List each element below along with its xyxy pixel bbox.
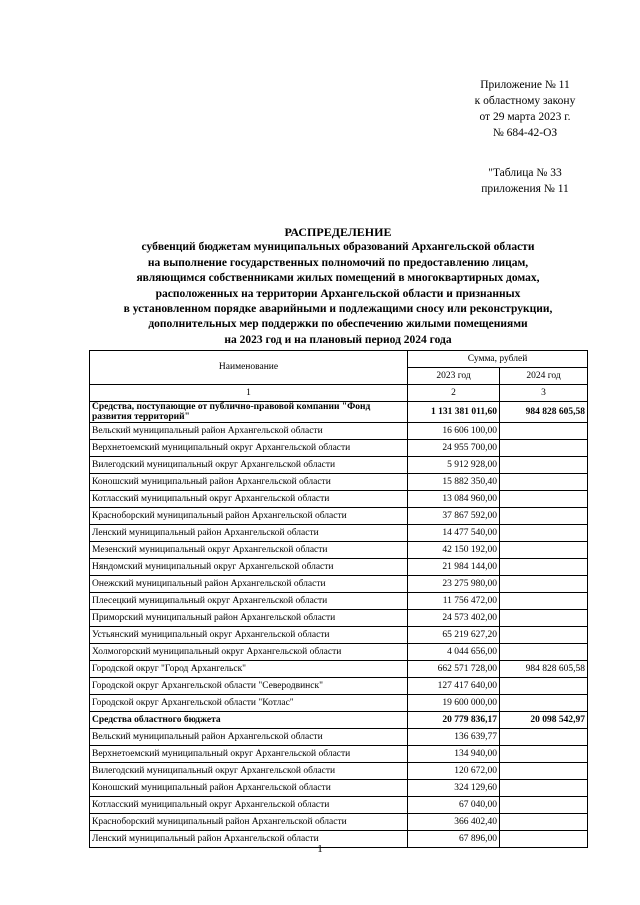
table-row	[90, 644, 588, 661]
value-2024	[500, 780, 588, 797]
municipality-name: Красноборский муниципальный район Архангельской области	[90, 814, 408, 831]
appendix-line-2: к областному закону	[474, 95, 576, 107]
table-row	[90, 491, 588, 508]
value-2024	[500, 542, 588, 559]
value-2024	[500, 508, 588, 525]
municipality-name: Городской округ Архангельской области "Северодвинск"	[90, 678, 408, 695]
municipality-name: Котласский муниципальный округ Архангельской области	[90, 797, 408, 814]
column-number-3: 3	[500, 385, 588, 402]
title-line-6: дополнительных мер поддержки по обеспечению жилыми помещениями	[148, 318, 528, 331]
value-2024	[500, 491, 588, 508]
municipality-name: Мезенский муниципальный округ Архангельской области	[90, 542, 408, 559]
value-2023: 127 417 640,00	[408, 678, 500, 695]
group-name: Средства областного бюджета	[90, 712, 408, 729]
value-2023: 16 606 100,00	[408, 423, 500, 440]
value-2024	[500, 627, 588, 644]
value-2024: 984 828 605,58	[500, 661, 588, 678]
municipality-name: Ленский муниципальный район Архангельской области	[90, 831, 408, 848]
value-2024	[500, 814, 588, 831]
value-2023: 42 150 192,00	[408, 542, 500, 559]
group-total-row	[90, 712, 588, 729]
title-line-5: в установленном порядке аварийными и подлежащими сносу или реконструкции,	[123, 303, 553, 316]
header-year-2024: 2024 год	[500, 368, 588, 385]
value-2024	[500, 474, 588, 491]
value-2024	[500, 559, 588, 576]
value-2023: 24 955 700,00	[408, 440, 500, 457]
table-row	[90, 610, 588, 627]
value-2023: 136 639,77	[408, 729, 500, 746]
group-total-row	[90, 402, 588, 423]
table-row	[90, 559, 588, 576]
table-row	[90, 729, 588, 746]
municipality-name: Красноборский муниципальный район Архангельской области	[90, 508, 408, 525]
municipality-name: Устьянский муниципальный округ Архангельской области	[90, 627, 408, 644]
municipality-name: Коношский муниципальный район Архангельской области	[90, 780, 408, 797]
table-row	[90, 457, 588, 474]
municipality-name: Холмогорский муниципальный округ Архангельской области	[90, 644, 408, 661]
municipality-name: Вилегодский муниципальный округ Архангельской области	[90, 457, 408, 474]
table-row	[90, 525, 588, 542]
value-2023: 37 867 592,00	[408, 508, 500, 525]
group-value-2024: 20 098 542,97	[500, 712, 588, 729]
appendix-note	[440, 77, 610, 141]
table-row	[90, 763, 588, 780]
value-2024	[500, 644, 588, 661]
value-2024	[500, 610, 588, 627]
document-title	[90, 225, 586, 348]
value-2023: 11 756 472,00	[408, 593, 500, 610]
value-2024	[500, 746, 588, 763]
group-value-2023: 1 131 381 011,60	[408, 402, 500, 423]
title-line-4: расположенных на территории Архангельской области и признанных	[155, 287, 521, 300]
municipality-name: Верхнетоемский муниципальный округ Архангельской области	[90, 440, 408, 457]
table-ref-line-1: "Таблица № 33	[488, 167, 562, 179]
value-2023: 120 672,00	[408, 763, 500, 780]
value-2023: 21 984 144,00	[408, 559, 500, 576]
municipality-name: Онежский муниципальный район Архангельской области	[90, 576, 408, 593]
value-2024	[500, 525, 588, 542]
value-2023: 4 044 656,00	[408, 644, 500, 661]
municipality-name: Вельский муниципальный район Архангельской области	[90, 423, 408, 440]
distribution-table	[89, 350, 588, 848]
group-value-2023: 20 779 836,17	[408, 712, 500, 729]
value-2024	[500, 763, 588, 780]
table-ref-line-2: приложения № 11	[481, 183, 569, 195]
value-2023: 65 219 627,20	[408, 627, 500, 644]
title-line-1: субвенций бюджетам муниципальных образований Архангельской области	[141, 241, 535, 254]
municipality-name: Вельский муниципальный район Архангельской области	[90, 729, 408, 746]
page-number: 1	[317, 843, 323, 855]
table-reference	[440, 165, 610, 197]
value-2024	[500, 576, 588, 593]
table-row	[90, 695, 588, 712]
table-row	[90, 542, 588, 559]
value-2024	[500, 797, 588, 814]
appendix-line-1: Приложение № 11	[480, 79, 570, 91]
header-name: Наименование	[90, 351, 408, 385]
value-2023: 5 912 928,00	[408, 457, 500, 474]
header-year-2023: 2023 год	[408, 368, 500, 385]
value-2023: 19 600 000,00	[408, 695, 500, 712]
value-2023: 13 084 960,00	[408, 491, 500, 508]
group-value-2024: 984 828 605,58	[500, 402, 588, 423]
value-2024	[500, 423, 588, 440]
table-row	[90, 508, 588, 525]
municipality-name: Ленский муниципальный район Архангельской области	[90, 525, 408, 542]
table-row	[90, 661, 588, 678]
value-2023: 67 040,00	[408, 797, 500, 814]
municipality-name: Городской округ "Город Архангельск"	[90, 661, 408, 678]
table-row	[90, 797, 588, 814]
municipality-name: Вилегодский муниципальный округ Архангельской области	[90, 763, 408, 780]
column-number-1: 1	[90, 385, 408, 402]
value-2024	[500, 678, 588, 695]
value-2024	[500, 440, 588, 457]
municipality-name: Коношский муниципальный район Архангельской области	[90, 474, 408, 491]
table-row	[90, 814, 588, 831]
value-2023: 14 477 540,00	[408, 525, 500, 542]
municipality-name: Плесецкий муниципальный округ Архангельской области	[90, 593, 408, 610]
municipality-name: Верхнетоемский муниципальный округ Архангельской области	[90, 746, 408, 763]
table-column-numbers	[90, 385, 588, 402]
value-2023: 67 896,00	[408, 831, 500, 848]
table-row	[90, 593, 588, 610]
value-2023: 24 573 402,00	[408, 610, 500, 627]
column-number-2: 2	[408, 385, 500, 402]
value-2023: 23 275 980,00	[408, 576, 500, 593]
table-row	[90, 678, 588, 695]
municipality-name: Котласский муниципальный округ Архангельской области	[90, 491, 408, 508]
municipality-name: Приморский муниципальный район Архангельской области	[90, 610, 408, 627]
table-row	[90, 576, 588, 593]
table-row	[90, 746, 588, 763]
value-2024	[500, 593, 588, 610]
value-2024	[500, 729, 588, 746]
municipality-name: Няндомский муниципальный округ Архангельской области	[90, 559, 408, 576]
group-name: Средства, поступающие от публично-правовой компании "Фонд развития территорий"	[90, 402, 408, 423]
table-row	[90, 423, 588, 440]
table-row	[90, 627, 588, 644]
table-row	[90, 780, 588, 797]
appendix-line-4: № 684-42-ОЗ	[492, 127, 558, 139]
header-sum: Сумма, рублей	[408, 351, 588, 368]
table-row	[90, 440, 588, 457]
value-2023: 15 882 350,40	[408, 474, 500, 491]
value-2024	[500, 695, 588, 712]
table-row	[90, 474, 588, 491]
value-2023: 366 402,40	[408, 814, 500, 831]
title-line-2: на выполнение государственных полномочий по предоставлению лицам,	[147, 256, 529, 269]
title-line-3: являющимся собственниками жилых помещений в многоквартирных домах,	[136, 272, 540, 285]
municipality-name: Городской округ Архангельской области "Котлас"	[90, 695, 408, 712]
value-2023: 662 571 728,00	[408, 661, 500, 678]
value-2023: 134 940,00	[408, 746, 500, 763]
table-header-row	[90, 351, 588, 368]
appendix-line-3: от 29 марта 2023 г.	[479, 111, 571, 123]
value-2023: 324 129,60	[408, 780, 500, 797]
title-main: РАСПРЕДЕЛЕНИЕ	[284, 225, 392, 239]
title-line-7: на 2023 год и на плановый период 2024 года	[224, 333, 452, 346]
value-2024	[500, 457, 588, 474]
